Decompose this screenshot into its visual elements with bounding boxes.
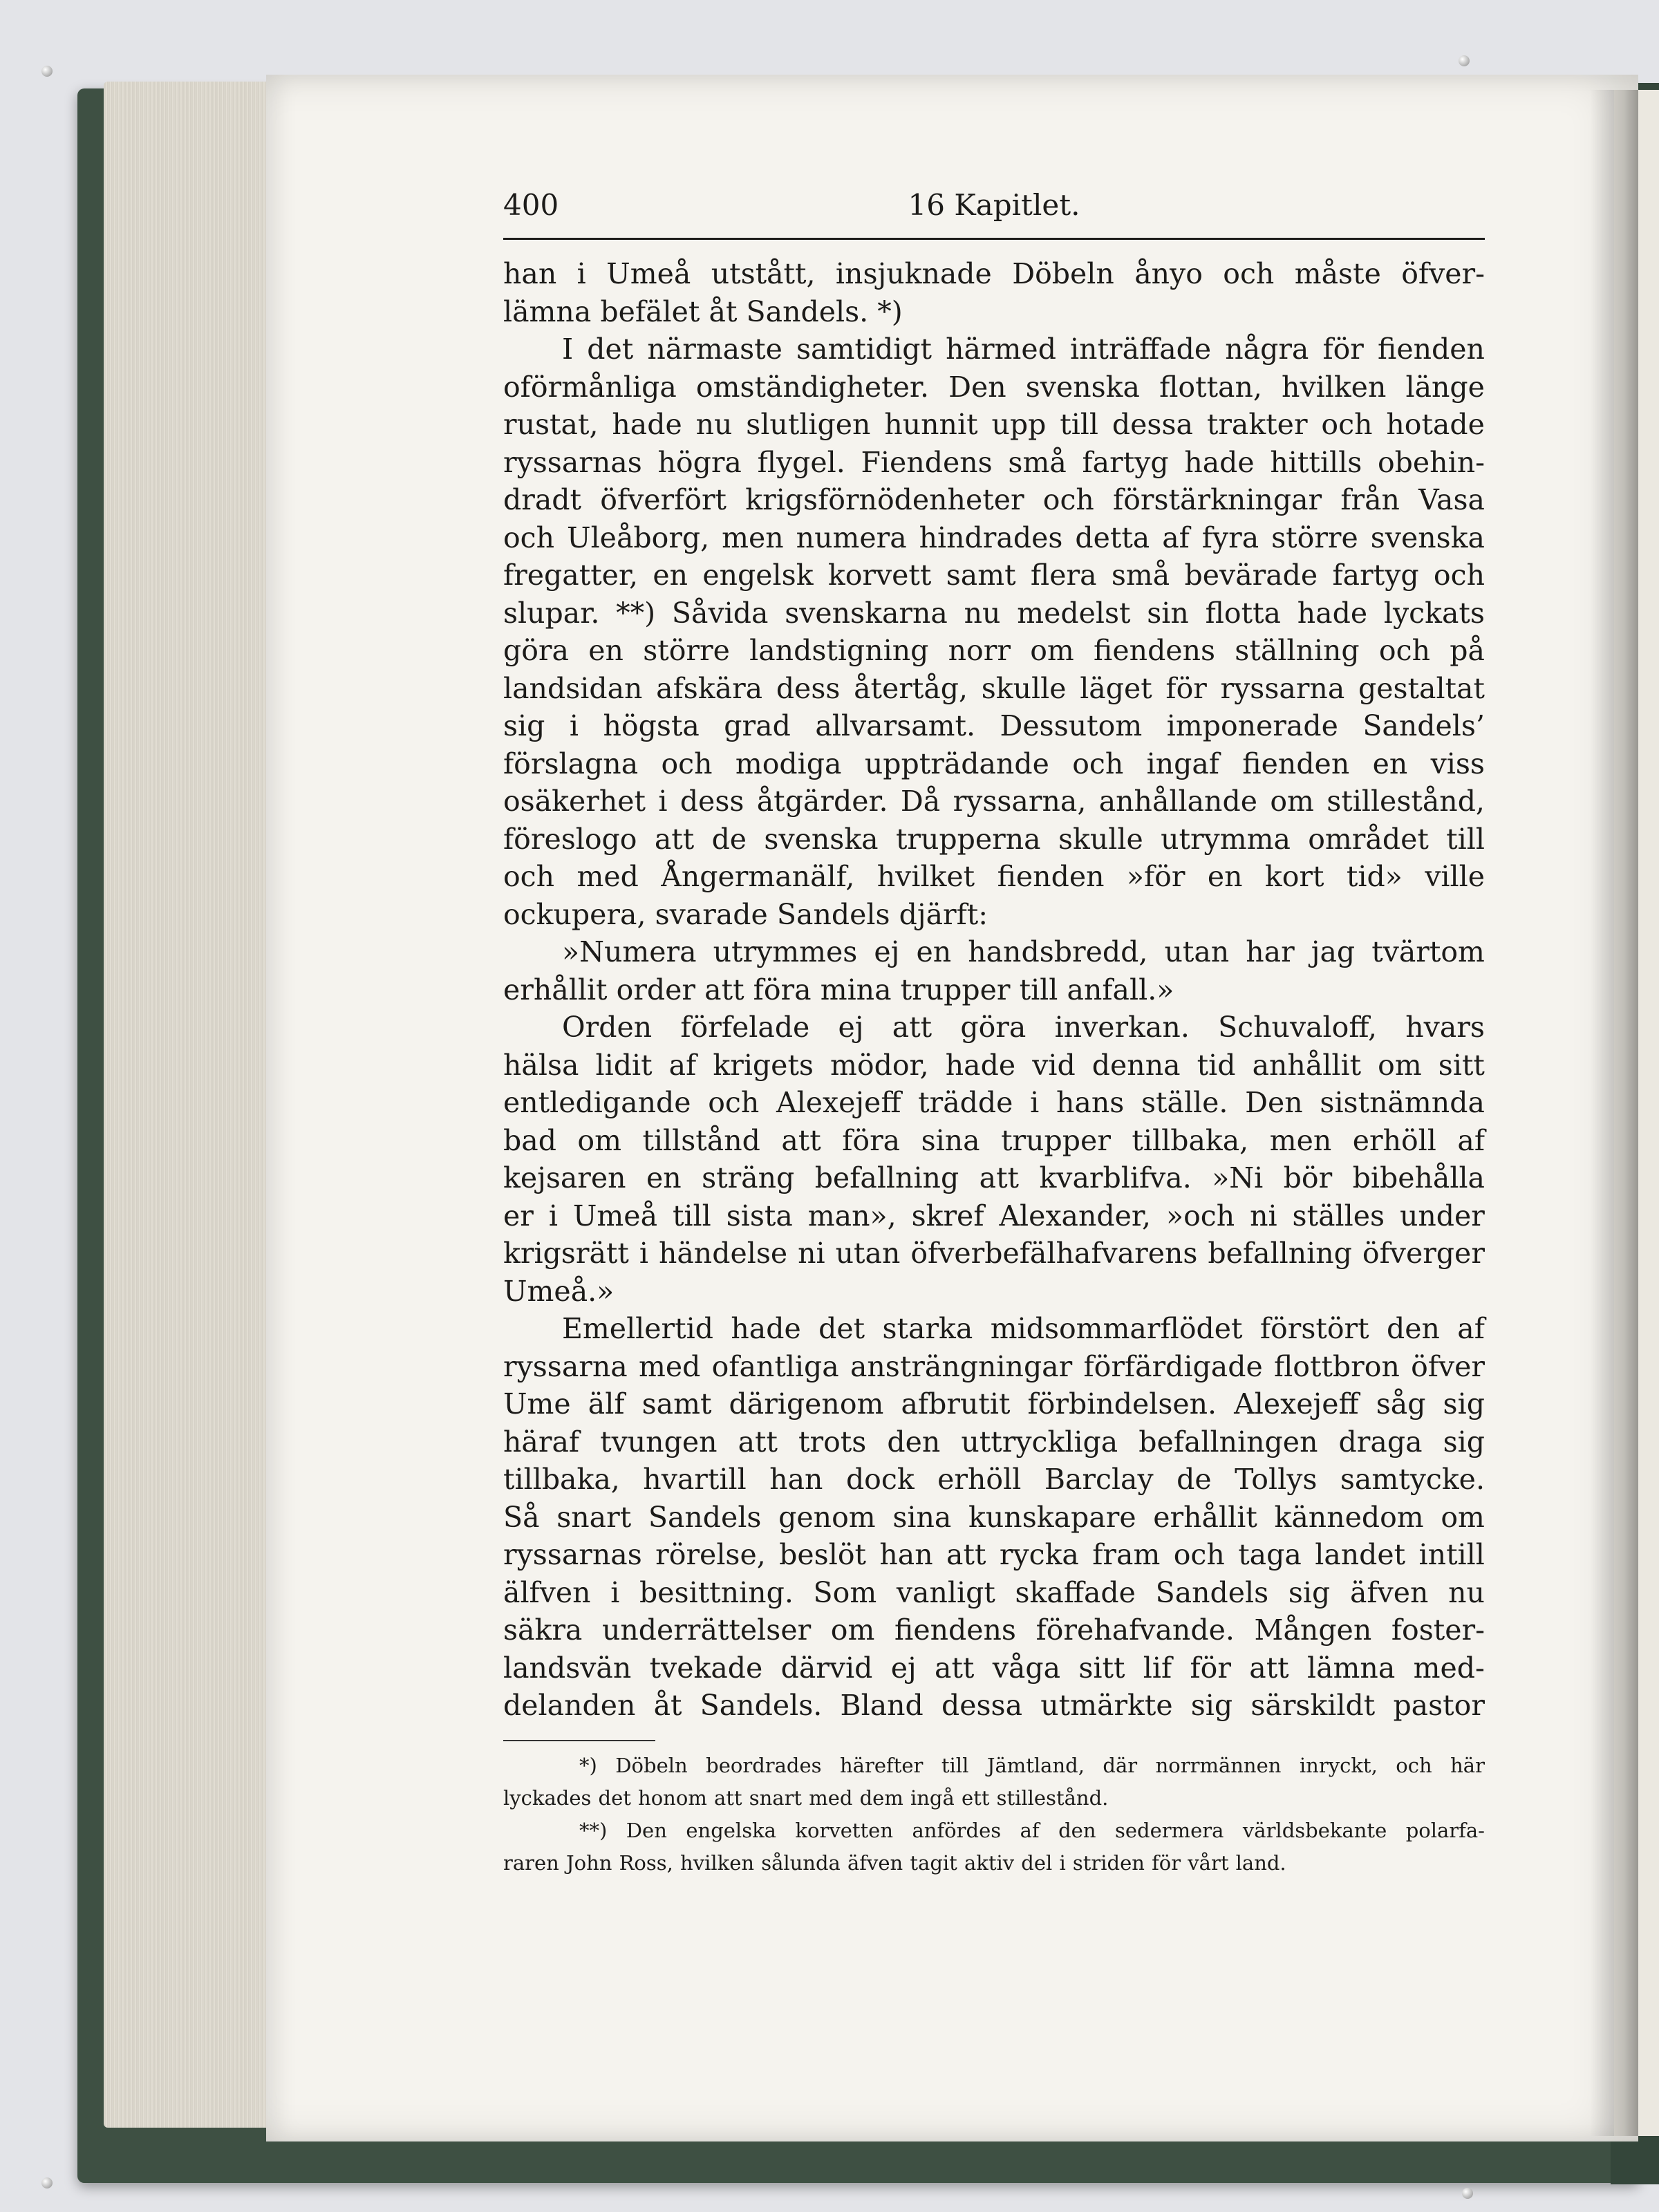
text-line: bad om tillstånd att föra sina trupper tillbaka, men erhöll af — [503, 1123, 1485, 1157]
text-line: ryssarnas rörelse, beslöt han att rycka fram och taga landet intill — [503, 1538, 1485, 1571]
text-line: förslagna och modiga uppträdande och ingaf fienden en viss — [503, 747, 1485, 780]
body-text — [503, 255, 1485, 1725]
header-rule — [503, 238, 1485, 240]
pin-bottom-right — [1462, 2188, 1473, 2199]
text-line: lämna befälet åt Sandels. *) — [503, 294, 903, 328]
text-line: sig i högsta grad allvarsamt. Dessutom imponerade Sandels’ — [503, 709, 1485, 742]
text-line: krigsrätt i händelse ni utan öfverbefälhafvarens befallning öfverger — [503, 1237, 1485, 1270]
running-head: 16 Kapitlet. — [908, 188, 1080, 222]
text-line: och med Ångermanälf, hvilket fienden »för en kort tid» ville — [503, 860, 1485, 893]
text-line: föreslogo att de svenska trupperna skulle utrymma området till — [503, 822, 1485, 856]
text-line: Ume älf samt därigenom afbrutit förbindelsen. Alexejeff såg sig — [503, 1387, 1485, 1421]
text-line: Orden förfelade ej att göra inverkan. Schuvaloff, hvars — [562, 1011, 1485, 1044]
text-line: delanden åt Sandels. Bland dessa utmärkte sig särskildt pastor — [503, 1689, 1485, 1722]
text-line: »Numera utrymmes ej en handsbredd, utan har jag tvärtom — [562, 935, 1485, 968]
text-line: Så snart Sandels genom sina kunskapare erhållit kännedom om — [503, 1500, 1485, 1534]
page-number: 400 — [503, 188, 559, 222]
text-line: han i Umeå utstått, insjuknade Döbeln ånyo och måste öfver- — [503, 257, 1485, 290]
text-line: erhållit order att föra mina trupper till anfall.» — [503, 973, 1174, 1006]
text-line: tillbaka, hvartill han dock erhöll Barclay de Tollys samtycke. — [503, 1463, 1485, 1496]
footnote-line: **) Den engelska korvetten anfördes af den sedermera världsbekante polarfa- — [579, 1818, 1485, 1842]
footnote-line: *) Döbeln beordrades härefter till Jämtland, där norrmännen inryckt, och här — [579, 1753, 1485, 1777]
pin-top-right — [1459, 55, 1470, 66]
text-line: älfven i besittning. Som vanligt skaffade Sandels sig äfven nu — [503, 1575, 1485, 1609]
text-line: landsvän tvekade därvid ej att våga sitt lif för att lämna med- — [503, 1651, 1485, 1685]
text-line: Umeå.» — [503, 1274, 615, 1308]
text-line: häraf tvungen att trots den uttryckliga befallningen draga sig — [503, 1425, 1485, 1459]
text-line: entledigande och Alexejeff trädde i hans ställe. Den sistnämnda — [503, 1086, 1485, 1119]
footnotes — [503, 1750, 1485, 1880]
text-line: ryssarna med ofantliga ansträngningar förfärdigade flottbron öfver — [503, 1349, 1485, 1383]
page-header — [503, 188, 1485, 232]
text-line: Emellertid hade det starka midsommarflödet förstört den af — [562, 1312, 1485, 1345]
footnote-line: raren John Ross, hvilken sålunda äfven tagit aktiv del i striden för vårt land. — [503, 1850, 1286, 1875]
text-line: rustat, hade nu slutligen hunnit upp till dessa trakter och hotade — [503, 408, 1485, 441]
text-line: dradt öfverfört krigsförnödenheter och förstärkningar från Vasa — [503, 483, 1485, 516]
pin-bottom-left — [41, 2177, 53, 2188]
footnote-line: lyckades det honom att snart med dem ingå ett stillestånd. — [503, 1785, 1109, 1810]
text-line: säkra underrättelser om fiendens förehafvande. Mången foster- — [503, 1613, 1485, 1647]
text-line: landsidan afskära dess återtåg, skulle läget för ryssarna gestaltat — [503, 671, 1485, 705]
text-line: slupar. **) Såvida svenskarna nu medelst sin flotta hade lyckats — [503, 596, 1485, 630]
text-line: ryssarnas högra flygel. Fiendens små fartyg hade hittills obehin- — [503, 445, 1485, 479]
text-line: er i Umeå till sista man», skref Alexander, »och ni ställes under — [503, 1199, 1485, 1232]
page-gutter-shadow — [1590, 90, 1638, 2136]
text-line: I det närmaste samtidigt härmed inträffade några för fienden — [562, 332, 1485, 366]
text-line: ockupera, svarade Sandels djärft: — [503, 897, 988, 931]
text-line: och Uleåborg, men numera hindrades detta af fyra större svenska — [503, 521, 1485, 554]
text-line: kejsaren en sträng befallning att kvarblifva. »Ni bör bibehålla — [503, 1161, 1485, 1194]
text-line: göra en större landstigning norr om fiendens ställning och på — [503, 634, 1485, 667]
text-line: osäkerhet i dess åtgärder. Då ryssarna, anhållande om stillestånd, — [503, 785, 1485, 818]
pin-top-left — [41, 66, 53, 77]
text-line: fregatter, en engelsk korvett samt flera små bevärade fartyg och — [503, 559, 1485, 592]
text-line: oförmånliga omständigheter. Den svenska flottan, hvilken länge — [503, 370, 1485, 404]
text-line: hälsa lidit af krigets mödor, hade vid denna tid anhållit om sitt — [503, 1048, 1485, 1082]
footnote-rule — [503, 1740, 655, 1741]
page-text — [503, 188, 1485, 1880]
page-edges — [104, 82, 283, 2128]
